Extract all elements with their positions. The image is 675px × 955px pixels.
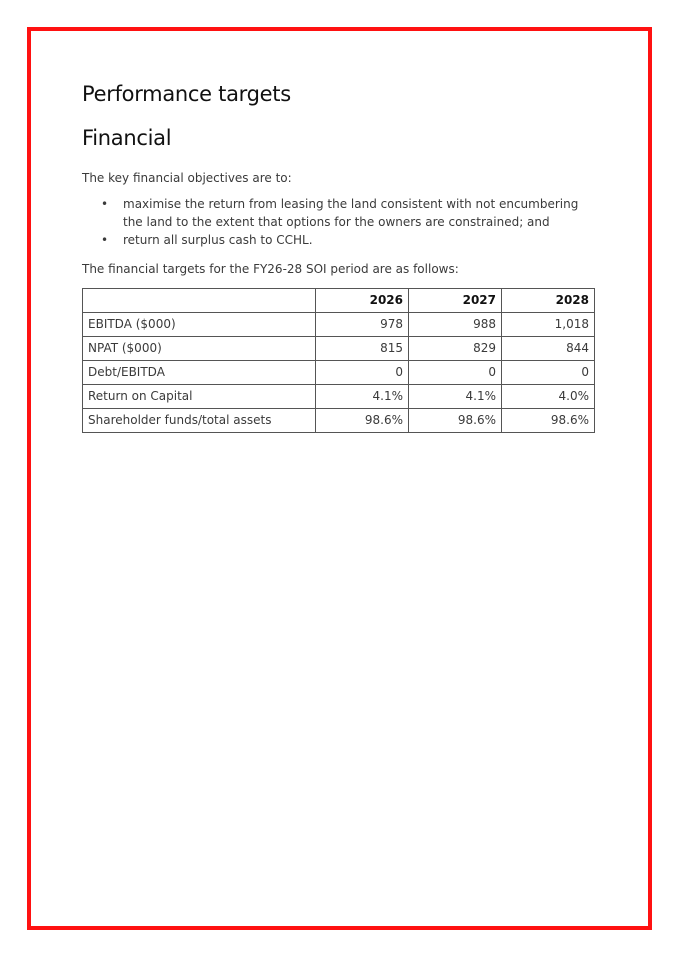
table-cell: 98.6% [409, 409, 502, 433]
bullet-icon: • [101, 197, 109, 211]
row-label: Shareholder funds/total assets [83, 409, 316, 433]
list-item-text: return all surplus cash to CCHL. [123, 233, 313, 247]
table-cell: 844 [502, 337, 595, 361]
list-item-text: maximise the return from leasing the land consistent with not encumbering the land to the extent that options for the owners are constrained; and [123, 197, 579, 229]
table-row [83, 385, 595, 409]
column-header [83, 289, 316, 313]
table-row [83, 337, 595, 361]
targets-intro: The financial targets for the FY26-28 SOI period are as follows: [82, 262, 459, 276]
table-cell: 0 [316, 361, 409, 385]
page-frame [27, 27, 652, 930]
table-cell: 4.1% [409, 385, 502, 409]
table-cell: 0 [409, 361, 502, 385]
table-cell: 815 [316, 337, 409, 361]
column-header: 2027 [409, 289, 502, 313]
page-title: Performance targets [82, 82, 291, 106]
table-header-row [83, 289, 595, 313]
column-header: 2028 [502, 289, 595, 313]
table-cell: 988 [409, 313, 502, 337]
bullet-icon: • [101, 233, 109, 247]
table-row [83, 361, 595, 385]
row-label: Debt/EBITDA [83, 361, 316, 385]
table-cell: 4.1% [316, 385, 409, 409]
row-label: Return on Capital [83, 385, 316, 409]
list-item [82, 195, 595, 231]
table-cell: 4.0% [502, 385, 595, 409]
table-cell: 978 [316, 313, 409, 337]
column-header: 2026 [316, 289, 409, 313]
financial-targets-table [82, 288, 595, 433]
table-row [83, 409, 595, 433]
table-cell: 1,018 [502, 313, 595, 337]
table-row [83, 313, 595, 337]
objectives-list [82, 195, 595, 249]
objectives-intro: The key financial objectives are to: [82, 171, 292, 185]
row-label: EBITDA ($000) [83, 313, 316, 337]
list-item [82, 231, 595, 249]
section-title: Financial [82, 126, 172, 150]
row-label: NPAT ($000) [83, 337, 316, 361]
table-cell: 98.6% [502, 409, 595, 433]
table-cell: 829 [409, 337, 502, 361]
table-cell: 0 [502, 361, 595, 385]
table-cell: 98.6% [316, 409, 409, 433]
